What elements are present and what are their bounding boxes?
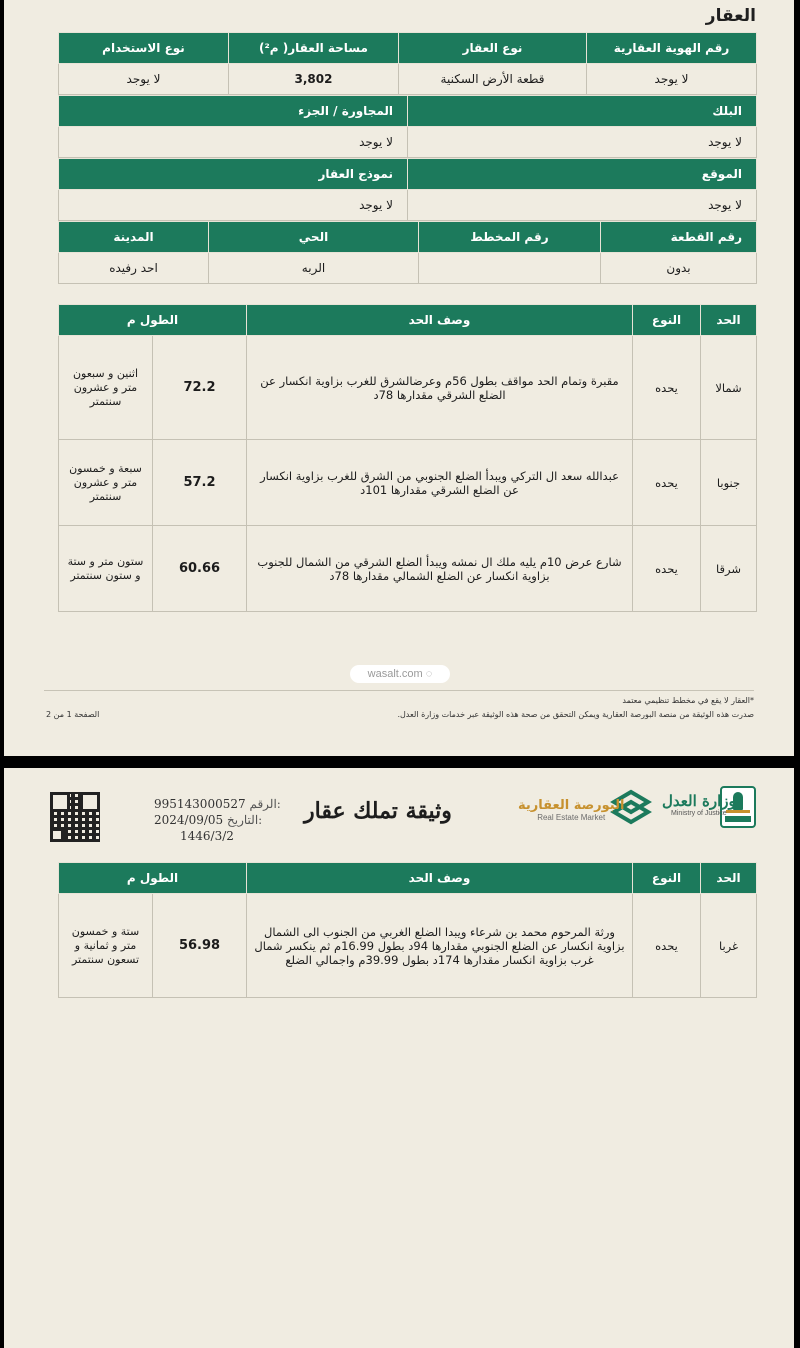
boundary-description: شارع عرض 10م يليه ملك ال نمشه ويبدأ الضلع الشرقي من الشمال للجنوب بزاوية انكسار عن الضلع الشمالي مقدارها 78د	[247, 526, 633, 612]
header-property-type: نوع العقار	[399, 33, 587, 64]
value-plot-number: بدون	[601, 253, 757, 284]
header-city: المدينة	[59, 222, 209, 253]
header-plot-number: رقم القطعة	[601, 222, 757, 253]
boundary-side: شمالا	[701, 336, 757, 440]
value-property-area: 3,802	[229, 64, 399, 95]
value-location: لا يوجد	[408, 190, 757, 221]
header-boundary: الحد	[701, 863, 757, 894]
boundary-side: غربا	[701, 894, 757, 998]
rem-logo-english: Real Estate Market	[537, 813, 606, 822]
property-table-row4	[58, 221, 757, 284]
header-length: الطول م	[59, 305, 247, 336]
header-boundary: الحد	[701, 305, 757, 336]
boundary-length: 72.2	[153, 336, 247, 440]
boundary-type: يحده	[633, 526, 701, 612]
property-table-row2	[58, 95, 757, 158]
value-city: احد رفيده	[59, 253, 209, 284]
watermark-label	[350, 665, 450, 683]
value-property-id: لا يوجد	[587, 64, 757, 95]
number-label: الرقم:	[249, 797, 281, 811]
value-plan-number	[419, 253, 601, 284]
boundary-type: يحده	[633, 440, 701, 526]
date-value: 2024/09/05	[154, 813, 224, 827]
value-block: لا يوجد	[408, 127, 757, 158]
header-property-id: رقم الهوية العقارية	[587, 33, 757, 64]
document-meta	[154, 796, 281, 844]
property-table-row3	[58, 158, 757, 221]
header-property-area: مساحة العقار( م²)	[229, 33, 399, 64]
boundaries-table	[58, 304, 757, 612]
header-type: النوع	[633, 863, 701, 894]
value-district: الربه	[209, 253, 419, 284]
header-type: النوع	[633, 305, 701, 336]
header-district: الحي	[209, 222, 419, 253]
qr-code-icon	[50, 792, 100, 842]
value-property-model: لا يوجد	[59, 190, 408, 221]
boundary-description: مقبرة وتمام الحد مواقف بطول 56م وعرضالشرق للغرب بزاوية انكسار عن الضلع الشرقي مقدارها 78د	[247, 336, 633, 440]
hijri-date: 1446/3/2	[180, 829, 234, 843]
document-page-2	[4, 768, 794, 1348]
document-page-1	[4, 0, 794, 756]
date-label: التاريخ:	[227, 813, 263, 827]
header-block: البلك	[408, 96, 757, 127]
document-title: وثيقة تملك عقار	[304, 798, 452, 824]
section-title: العقار	[705, 6, 756, 26]
header-description: وصف الحد	[247, 305, 633, 336]
moj-logo-english: Ministry of Justice	[671, 810, 727, 817]
boundary-type: يحده	[633, 336, 701, 440]
boundary-length: 60.66	[153, 526, 247, 612]
ministry-of-justice-logo	[662, 792, 736, 817]
header-neighbor-part: المجاورة / الجزء	[59, 96, 408, 127]
boundary-length-words: سبعة و خمسون متر و عشرون سنتمتر	[59, 440, 153, 526]
header-description: وصف الحد	[247, 863, 633, 894]
header-property-model: نموذج العقار	[59, 159, 408, 190]
value-property-type: قطعة الأرض السكنية	[399, 64, 587, 95]
boundary-description: عبدالله سعد ال التركي ويبدأ الضلع الجنوبي من الشرق للغرب بزاوية انكسار عن الضلع الشرقي مقدارها 101د	[247, 440, 633, 526]
boundary-side: شرقا	[701, 526, 757, 612]
watermark-text: wasalt.com	[367, 668, 423, 680]
rem-logo-arabic: البورصة العقارية	[518, 798, 625, 813]
footnote-plan: *العقار لا يقع في مخطط تنظيمي معتمد	[622, 696, 754, 705]
boundary-length-words: اثنين و سبعون متر و عشرون سنتمتر	[59, 336, 153, 440]
header-length: الطول م	[59, 863, 247, 894]
number-value: 995143000527	[154, 797, 246, 811]
header-usage-type: نوع الاستخدام	[59, 33, 229, 64]
boundary-length-words: ستة و خمسون متر و ثمانية و تسعون سنتمتر	[59, 894, 153, 998]
footer-divider	[44, 690, 754, 691]
boundary-side: جنوبا	[701, 440, 757, 526]
page-number: الصفحة 1 من 2	[46, 710, 100, 719]
boundary-type: يحده	[633, 894, 701, 998]
value-usage-type: لا يوجد	[59, 64, 229, 95]
footnote-issuance: صدرت هذه الوثيقة من منصة البورصة العقارية ويمكن التحقق من صحة هذه الوثيقة عبر خدمات وزارة العدل.	[397, 710, 754, 719]
boundaries-table-continued	[58, 862, 757, 998]
moj-logo-arabic: وزارة العدل	[662, 792, 736, 810]
boundary-length: 56.98	[153, 894, 247, 998]
location-pin-icon: ◌	[425, 668, 433, 680]
property-table-row1	[58, 32, 757, 95]
boundary-description: ورثة المرحوم محمد بن شرعاء ويبدا الضلع الغربي من الجنوب الى الشمال بزاوية انكسار عن الضلع الجنوبي مقدارها 94د بطول 16.99م ثم ينكسر شمال غرب بزاوية انكسار مقدارها 174د بطول 39.99م واجمالي الضلع	[247, 894, 633, 998]
header-plan-number: رقم المخطط	[419, 222, 601, 253]
value-neighbor-part: لا يوجد	[59, 127, 408, 158]
boundary-length-words: ستون متر و ستة و ستون سنتمتر	[59, 526, 153, 612]
header-location: الموقع	[408, 159, 757, 190]
boundary-length: 57.2	[153, 440, 247, 526]
real-estate-market-logo	[518, 798, 624, 822]
